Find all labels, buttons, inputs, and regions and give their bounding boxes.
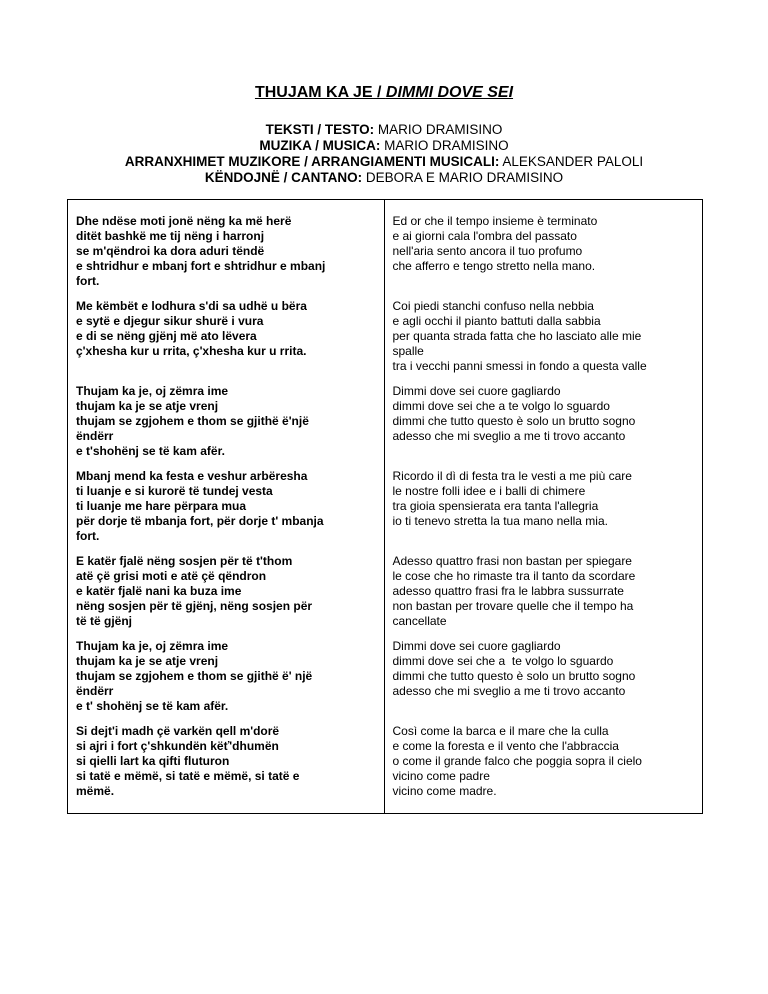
lyric-line: Coi piedi stanchi confuso nella nebbia [392,299,594,313]
lyric-line: dimmi dove sei che a te volgo lo sguardo [392,399,610,413]
lyric-line: ti luanje e si kurorë të tundej vesta [76,484,273,498]
stanza-italian [384,546,703,631]
stanza-row [68,200,703,292]
lyric-line: spalle [392,344,424,358]
credit-arrangement: ARRANXHIMET MUZIKORE / ARRANGIAMENTI MUSICALI: ALEKSANDER PALOLI [124,154,644,169]
lyric-line: dimmi che tutto questo è solo un brutto sogno [392,669,636,683]
lyric-line: fort. [76,274,100,288]
lyric-line: ditët bashkë me tij nëng i harronj [76,229,265,243]
lyric-line: e t' shohënj se të kam afër. [76,699,229,713]
lyric-line: adesso quattro frasi fra le labbra sussurrate [392,584,624,598]
lyric-line: nëng sosjen për të gjënj, nëng sosjen për [76,599,313,613]
song-title [0,84,768,102]
lyric-line: Dimmi dove sei cuore gagliardo [392,639,561,653]
lyric-line: le nostre folli idee e i balli di chimere [392,484,586,498]
lyric-line: e ai giorni cala l'ombra del passato [392,229,577,243]
stanza-albanian [68,631,385,716]
lyric-line: si tatë e mëmë, si tatë e mëmë, si tatë e [76,769,300,783]
lyric-line: Dimmi dove sei cuore gagliardo [392,384,561,398]
stanza-italian [384,631,703,716]
lyric-line: adesso che mi sveglio a me ti trovo accanto [392,429,626,443]
lyric-line: se m'qëndroi ka dora aduri tëndë [76,244,265,258]
credits-block [0,122,768,186]
credit-singers: KËNDOJNË / CANTANO: DEBORA E MARIO DRAMISINO [204,170,564,185]
lyric-line: thujam ka je se atje vrenj [76,399,219,413]
lyric-line: fort. [76,529,100,543]
lyric-line: si qielli lart ka qifti fluturon [76,754,230,768]
lyric-line: mëmë. [76,784,115,798]
lyric-line: le cose che ho rimaste tra il tanto da scordare [392,569,636,583]
lyric-line: non bastan per trovare quelle che il tempo ha [392,599,634,613]
lyric-line: tra gioia spensierata era tanta l'allegria [392,499,599,513]
stanza-italian [384,291,703,376]
stanza-albanian [68,461,385,546]
lyric-line: thujam se zgjohem e thom se gjithë ë' një [76,669,313,683]
stanza-albanian [68,291,385,376]
lyric-line: cancellate [392,614,447,628]
stanza-albanian [68,546,385,631]
lyric-line: thujam ka je se atje vrenj [76,654,219,668]
stanza-albanian [68,376,385,461]
lyric-line: e katër fjalë nani ka buza ime [76,584,242,598]
stanza-albanian [68,200,385,292]
lyric-line: Ricordo il dì di festa tra le vesti a me più care [392,469,632,483]
lyric-line: Adesso quattro frasi non bastan per spiegare [392,554,632,568]
lyric-line: Così come la barca e il mare che la culla [392,724,609,738]
stanza-row [68,461,703,546]
lyric-line: ëndërr [76,429,114,443]
stanza-row [68,631,703,716]
lyric-line: E katër fjalë nëng sosjen për të t'thom [76,554,293,568]
stanza-italian [384,200,703,292]
stanza-row [68,546,703,631]
lyric-line: ëndërr [76,684,114,698]
lyric-line: Thujam ka je, oj zëmra ime [76,639,229,653]
lyric-line: e shtridhur e mbanj fort e shtridhur e mbanj [76,259,326,273]
lyric-line: adesso che mi sveglio a me ti trovo accanto [392,684,626,698]
stanza-row [68,376,703,461]
lyric-line: e di se nëng gjënj më ato lëvera [76,329,257,343]
lyric-line: per quanta strada fatta che ho lasciato alle mie [392,329,642,343]
lyric-line: ti luanje me hare përpara mua [76,499,247,513]
lyric-line: nell'aria sento ancora il tuo profumo [392,244,583,258]
credit-lyrics: TEKSTI / TESTO: MARIO DRAMISINO [265,122,503,137]
lyric-line: dimmi dove sei che a te volgo lo sguardo [392,654,614,668]
stanza-italian [384,461,703,546]
title-italian: DIMMI DOVE SEI [385,84,514,101]
lyric-line: e t'shohënj se të kam afër. [76,444,225,458]
lyric-line: tra i vecchi panni smessi in fondo a questa valle [392,359,647,373]
stanza-italian [384,716,703,814]
stanza-row [68,716,703,814]
lyric-line: Me këmbët e lodhura s'di sa udhë u bëra [76,299,307,313]
lyric-line: thujam se zgjohem e thom se gjithë ë'një [76,414,309,428]
lyric-line: ç'xhesha kur u rrita, ç'xhesha kur u rrita. [76,344,307,358]
lyric-line: e sytë e djegur sikur shurë i vura [76,314,264,328]
lyric-line: vicino come padre [392,769,490,783]
lyric-line: për dorje të mbanja fort, për dorje t' mbanja [76,514,324,528]
stanza-row [68,291,703,376]
lyric-line: Ed or che il tempo insieme è terminato [392,214,598,228]
title-albanian: THUJAM KA JE / [254,84,386,101]
lyric-line: atë çë grisi moti e atë çë qëndron [76,569,267,583]
lyric-line: Mbanj mend ka festa e veshur arbëresha [76,469,308,483]
lyric-line: të të gjënj [76,614,133,628]
lyric-line: vicino come madre. [392,784,497,798]
stanza-albanian [68,716,385,814]
lyric-line: dimmi che tutto questo è solo un brutto sogno [392,414,636,428]
lyric-line: che afferro e tengo stretto nella mano. [392,259,596,273]
stanza-italian [384,376,703,461]
lyric-line: Thujam ka je, oj zëmra ime [76,384,229,398]
lyrics-table [67,199,703,814]
lyric-line: Si dejt'i madh çë varkën qell m'dorë [76,724,280,738]
lyric-line: e come la foresta e il vento che l'abbraccia [392,739,619,753]
lyric-line: o come il grande falco che poggia sopra il cielo [392,754,642,768]
lyric-line: io ti tenevo stretta la tua mano nella mia. [392,514,608,528]
credit-music: MUZIKA / MUSICA: MARIO DRAMISINO [259,138,509,153]
lyric-line: e agli occhi il pianto battuti dalla sabbia [392,314,601,328]
lyric-line: Dhe ndëse moti jonë nëng ka më herë [76,214,292,228]
lyric-line: si ajri i fort ç'shkundën këť'dhumën [76,739,279,753]
